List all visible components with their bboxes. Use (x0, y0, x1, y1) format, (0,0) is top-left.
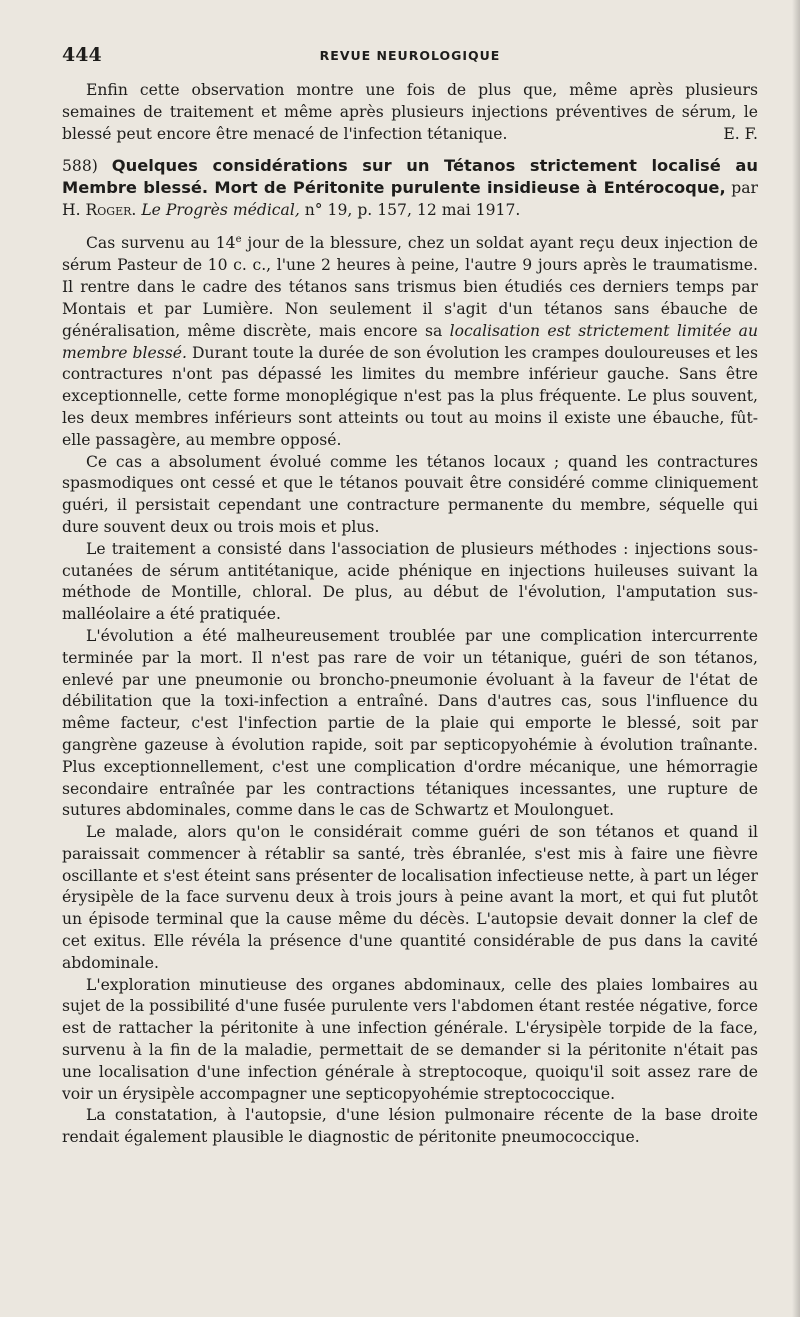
entry-title: Quelques considérations sur un Tétanos strictement localisé au Membre blessé. Mort de Péritonite purulente insidieuse à Entérocoque, (62, 156, 758, 198)
paragraph-7: La constatation, à l'autopsie, d'une lésion pulmonaire récente de la base droite rendait également plausible le diagnostic de péritonite pneumococcique. (62, 1106, 758, 1147)
paragraph-5: Le malade, alors qu'on le considérait comme guéri de son tétanos et quand il paraissait commencer à rétablir sa santé, très ébranlée, s'est mis à faire une fièvre oscillante et s'est éteint sans présenter de localisation infectieuse nette, à part un léger érysipèle de la face survenu deux à trois jours à peine avant la mort, et qui fut plutôt un épisode terminal que la cause même du décès. L'autopsie devait donner la clef de cet exitus. Elle révéla la présence d'une quantité considérable de pus dans la cavité abdominale. (62, 823, 758, 972)
paragraph-2: Ce cas a absolument évolué comme les tétanos locaux ; quand les contractures spasmodiques ont cessé et que le tétanos pouvait être considéré comme cliniquement guéri, il persistait cependant une contracture permanente du membre, séquelle qui dure souvent deux ou trois mois et plus. (62, 452, 758, 536)
p1-after: Durant toute la durée de son évolution les crampes douloureuses et les contractures n'ont pas dépassé les limites du membre inférieur gauche. Sans être exceptionnelle, cette forme monoplégique n'est pas la plus fréquente. Le plus souvent, les deux membres inférieurs sont atteints ou tout au moins il existe une ébauche, fût-elle passagère, au membre opposé. (62, 343, 759, 449)
previous-entry-text: Enfin cette observation montre une fois de plus que, même après plusieurs semaines de traitement et même après plusieurs injections préventives de sérum, le blessé peut encore être menacé de l'infection tétanique. (62, 81, 758, 143)
previous-entry-paragraph (62, 80, 758, 145)
entry-author: Roger. (85, 201, 137, 220)
p1-superscript: e (235, 234, 242, 246)
running-head (62, 40, 758, 70)
paragraph-3: Le traitement a consisté dans l'association de plusieurs méthodes : injections sous-cutanées de sérum antitétanique, acide phénique en injections huileuses suivant la méthode de Montille, chloral. De plus, au début de l'évolution, l'amputation sus-malléolaire a été pratiquée. (62, 539, 758, 624)
paragraph-6: L'exploration minutieuse des organes abdominaux, celle des plaies lombaires au sujet de la possibilité d'une fusée purulente vers l'abdomen étant restée négative, force est de rattacher la péritonite à une infection générale. L'érysipèle torpide de la face, survenu à la fin de la maladie, permettait de se demander si la péritonite n'était pas une localisation d'une infection générale à streptocoque, quoiqu'il soit assez rare de voir un érysipèle accompagner une septicopyohémie streptococcique. (62, 975, 758, 1103)
paragraph-4: L'évolution a été malheureusement troublée par une complication intercurrente terminée par la mort. Il n'est pas rare de voir un tétanique, guéri de son tétanos, enlevé par une pneumonie ou broncho-pneumonie évoluant à la faveur de l'état de débilitation que la toxi-infection a entraîné. Dans d'autres cas, sous l'influence du même facteur, c'est l'infection partie de la plaie qui emporte le blessé, soit par gangrène gazeuse à évolution rapide, soit par septicopyohémie à évolution traînante. Plus exceptionnellement, c'est une complication d'ordre mécanique, une hémorragie secondaire entraînée par les contractions tétaniques incessantes, une rupture de sutures abdominales, comme dans le cas de Schwartz et Moulonguet. (62, 626, 758, 820)
entry-reference: n° 19, p. 157, 12 mai 1917. (304, 201, 521, 220)
scan-edge-shadow (792, 0, 800, 1317)
journal-title: REVUE NEUROLOGIQUE (319, 48, 501, 63)
paragraph-1 (62, 229, 758, 451)
page-number: 444 (62, 44, 102, 66)
entry-journal: Le Progrès médical, (141, 201, 300, 220)
page (62, 40, 758, 1149)
entry-by: par H. (62, 179, 758, 220)
entry-number: 588) (62, 157, 98, 176)
p1-before: Cas survenu au 14 (86, 234, 236, 253)
entry-heading (62, 155, 758, 221)
p1-mid: jour de la blessure, chez un soldat ayant reçu deux injection de sérum Pasteur de 10 c. c., l'une 2 heures à peine, l'autre 9 jours après le traumatisme. Il rentre dans le cadre des tétanos sans trismus bien étudiés ces derniers temps par Montais et par Lumière. Non seulement il s'agit d'un tétanos sans ébauche de généralisation, même discrète, mais encore sa (62, 234, 758, 340)
p1-italic: localisation est strictement limitée au membre blessé. (62, 321, 758, 362)
previous-entry-signature: E. F. (723, 124, 758, 143)
